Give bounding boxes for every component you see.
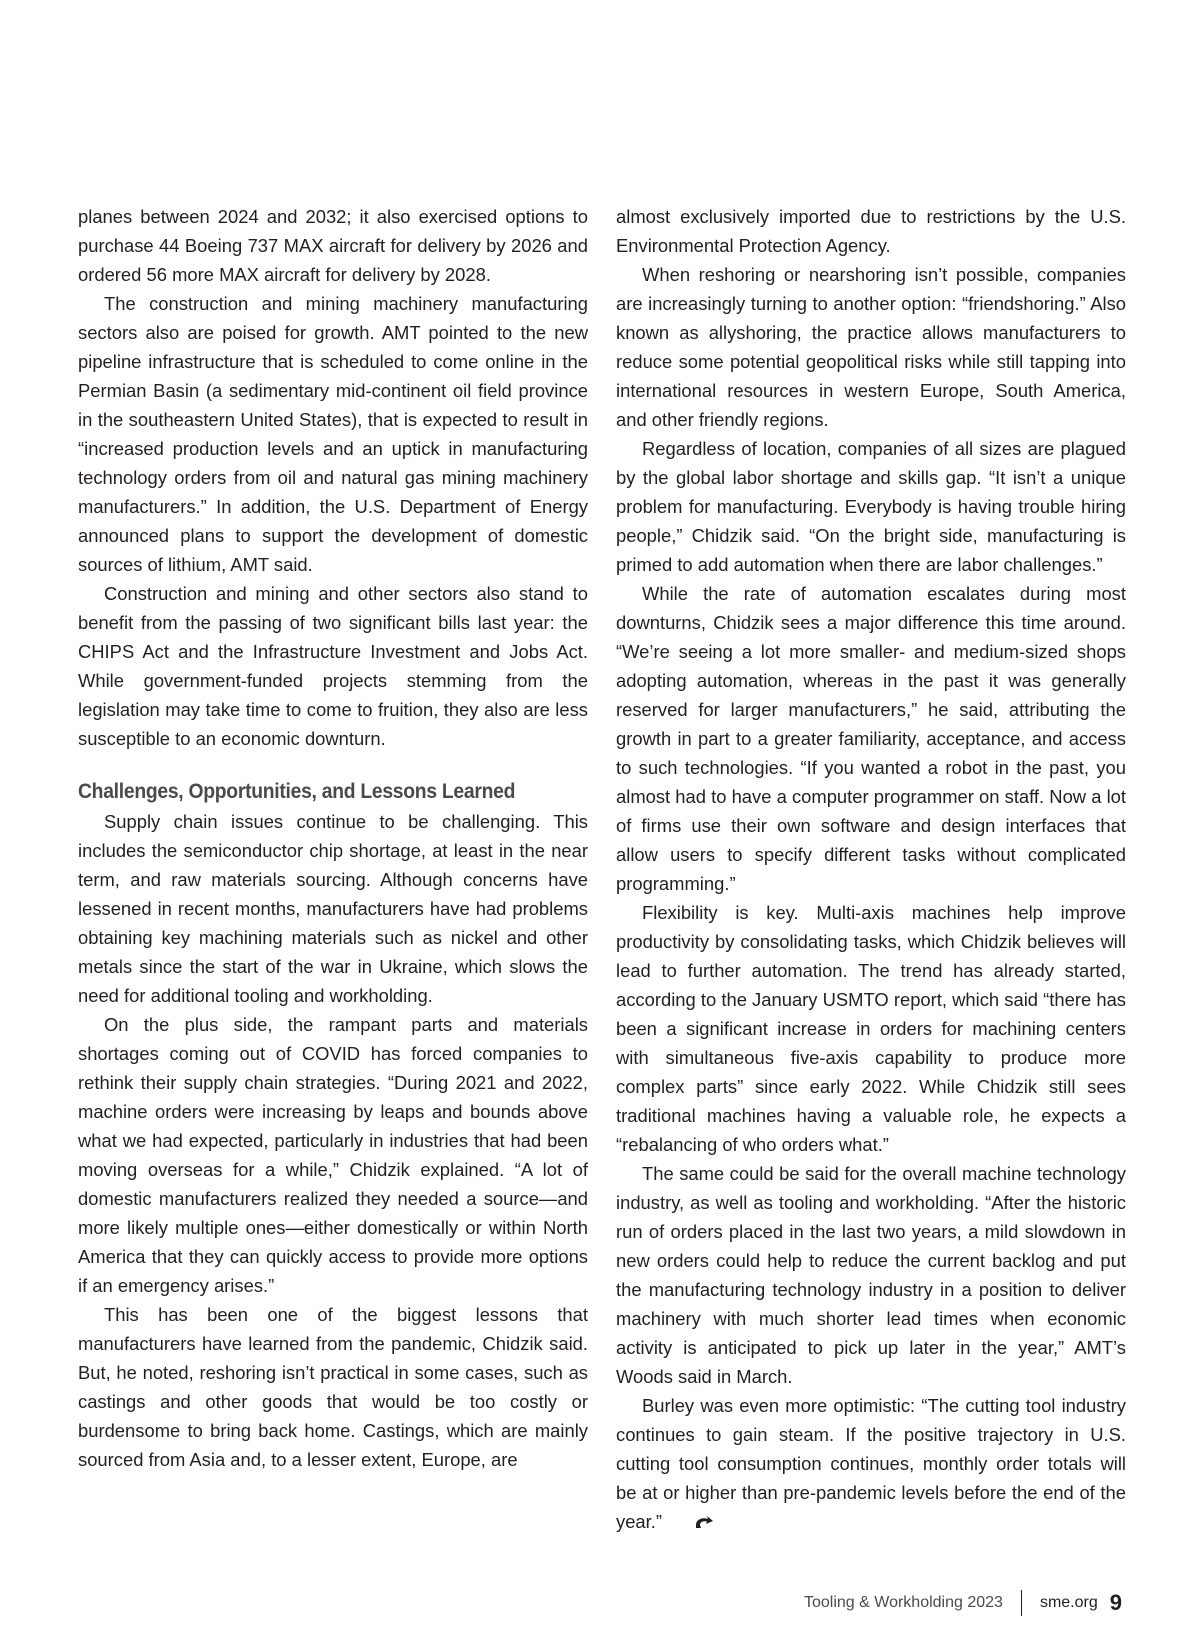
right-paragraph-6: The same could be said for the overall machine technology industry, as well as tooling and workholding. “After the historic run of orders placed in the last two years, a mild slowdown in new orders could help to reduce the current backlog and put the manufacturing technology industry in a position to deliver machinery with much shorter lead times when economic activity is anticipated to pick up later in the year,” AMT’s Woods said in March.: [616, 1163, 1126, 1387]
footer-divider: [1021, 1590, 1022, 1616]
left-paragraph-3: Construction and mining and other sectors also stand to benefit from the passing of two significant bills last year: the CHIPS Act and the Infrastructure Investment and Jobs Act. While government-funded projects stemming from the legislation may take time to come to fruition, they also are less susceptible to an economic downturn.: [78, 583, 588, 749]
right-paragraph-4: While the rate of automation escalates during most downturns, Chidzik sees a major difference this time around. “We’re seeing a lot more smaller- and medium-sized shops adopting automation, whereas in the past it was generally reserved for larger manufacturers,” he said, attributing the growth in part to a greater familiarity, acceptance, and access to such technologies. “If you wanted a robot in the past, you almost had to have a computer programmer on staff. Now a lot of firms use their own software and design interfaces that allow users to specify different tasks without complicated programming.”: [616, 583, 1126, 894]
left-paragraph-6: This has been one of the biggest lessons that manufacturers have learned from the pandemic, Chidzik said. But, he noted, reshoring isn’t practical in some cases, such as castings and other goods that would be too costly or burdensome to bring back home. Castings, which are mainly sourced from Asia and, to a lesser extent, Europe, are: [78, 1304, 588, 1470]
end-of-article-icon: [668, 1509, 714, 1538]
site-link[interactable]: sme.org: [1039, 1594, 1098, 1611]
left-paragraph-5: On the plus side, the rampant parts and materials shortages coming out of COVID has forced companies to rethink their supply chain strategies. “During 2021 and 2022, machine orders were increasing by leaps and bounds above what we had expected, particularly in industries that had been moving overseas for a while,” Chidzik explained. “A lot of domestic manufacturers realized they needed a source—and more likely multiple ones—either domestically or within North America that they can quickly access to provide more options if an emergency arises.”: [78, 1014, 588, 1296]
section-heading: Challenges, Opportunities, and Lessons Learned: [78, 780, 516, 803]
right-column: [616, 202, 1126, 1538]
right-paragraph-3: Regardless of location, companies of all sizes are plagued by the global labor shortage and skills gap. “It isn’t a unique problem for manufacturing. Everybody is having trouble hiring people,” Chidzik said. “On the bright side, manufacturing is primed to add automation when there are labor challenges.”: [616, 438, 1126, 575]
left-paragraph-2: The construction and mining machinery manufacturing sectors also are poised for growth. AMT pointed to the new pipeline infrastructure that is scheduled to come online in the Permian Basin (a sedimentary mid-continent oil field province in the southeastern United States), that is expected to result in “increased production levels and an uptick in manufacturing technology orders from oil and natural gas mining machinery manufacturers.” In addition, the U.S. Department of Energy announced plans to support the development of domestic sources of lithium, AMT said.: [78, 293, 588, 575]
right-paragraph-2: When reshoring or nearshoring isn’t possible, companies are increasingly turning to another option: “friendshoring.” Also known as allyshoring, the practice allows manufacturers to reduce some potential geopolitical risks while still tapping into international resources in western Europe, South America, and other friendly regions.: [616, 264, 1126, 430]
right-paragraph-1: almost exclusively imported due to restrictions by the U.S. Environmental Protection Agency.: [616, 206, 1126, 256]
left-column: [78, 202, 588, 1474]
right-paragraph-7: [616, 1391, 1126, 1538]
left-paragraph-1: planes between 2024 and 2032; it also exercised options to purchase 44 Boeing 737 MAX aircraft for delivery by 2026 and ordered 56 more MAX aircraft for delivery by 2028.: [78, 206, 588, 285]
page-footer: [804, 1588, 1122, 1618]
left-paragraph-4: Supply chain issues continue to be challenging. This includes the semiconductor chip shortage, at least in the near term, and raw materials sourcing. Although concerns have lessened in recent months, manufacturers have had problems obtaining key machining materials such as nickel and other metals since the start of the war in Ukraine, which slows the need for additional tooling and workholding.: [78, 811, 588, 1006]
right-paragraph-7-text: Burley was even more optimistic: “The cutting tool industry continues to gain steam. If the positive trajectory in U.S. cutting tool consumption continues, monthly order totals will be at or higher than pre-pandemic levels before the end of the year.”: [616, 1395, 1126, 1532]
right-paragraph-5: Flexibility is key. Multi-axis machines help improve productivity by consolidating tasks, which Chidzik believes will lead to further automation. The trend has already started, according to the January USMTO report, which said “there has been a significant increase in orders for machining centers with simultaneous five-axis capability to produce more complex parts” since early 2022. While Chidzik still sees traditional machines having a valuable role, he expects a “rebalancing of who orders what.”: [616, 902, 1126, 1155]
page-number: 9: [1109, 1590, 1122, 1615]
publication-name: Tooling & Workholding 2023: [804, 1594, 1003, 1611]
